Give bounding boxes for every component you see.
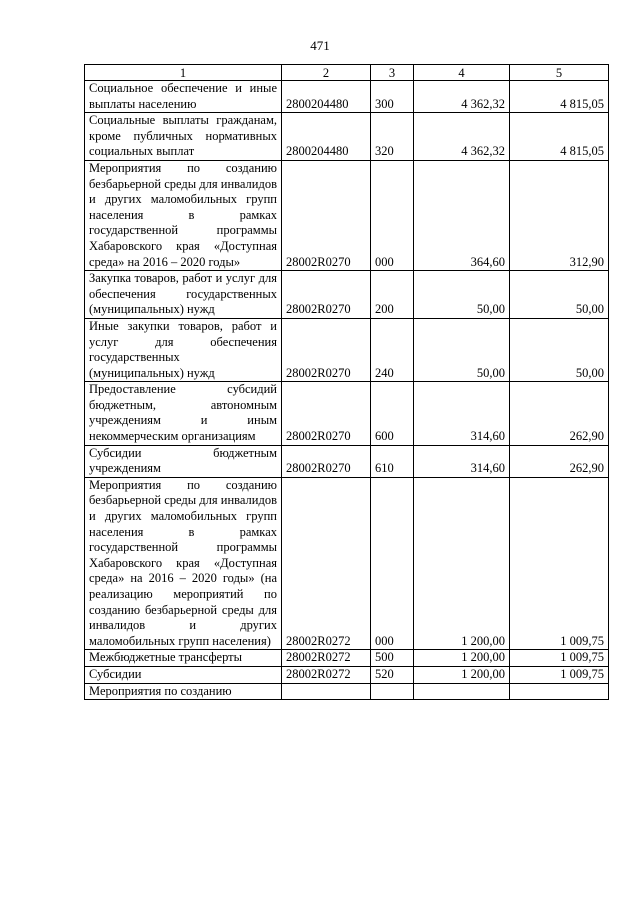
row-code — [282, 683, 371, 700]
row-value-1: 364,60 — [414, 160, 510, 270]
row-code: 28002R0270 — [282, 271, 371, 319]
row-value-2: 1 009,75 — [510, 650, 609, 667]
row-code: 28002R0270 — [282, 160, 371, 270]
row-type: 520 — [371, 666, 414, 683]
row-value-1: 4 362,32 — [414, 113, 510, 161]
row-type: 240 — [371, 318, 414, 381]
row-name: Социальные выплаты гражданам, кроме публичных нормативных социальных выплат — [85, 113, 282, 161]
row-type: 500 — [371, 650, 414, 667]
row-code: 28002R0270 — [282, 318, 371, 381]
row-code: 28002R0272 — [282, 650, 371, 667]
row-name: Межбюджетные трансферты — [85, 650, 282, 667]
header-cell-5: 5 — [510, 65, 609, 81]
row-code: 28002R0270 — [282, 445, 371, 477]
row-value-1: 1 200,00 — [414, 477, 510, 650]
table-row — [85, 160, 609, 270]
row-name: Субсидии бюджетным учреждениям — [85, 445, 282, 477]
row-name: Мероприятия по созданию безбарьерной среды для инвалидов и других маломобильных групп населения в рамках государственной программы Хабаровского края «Доступная среда» на 2016 – 2020 годы» — [85, 160, 282, 270]
row-value-2: 4 815,05 — [510, 113, 609, 161]
row-value-2: 262,90 — [510, 445, 609, 477]
row-value-1: 1 200,00 — [414, 650, 510, 667]
row-value-1: 314,60 — [414, 445, 510, 477]
row-value-1: 1 200,00 — [414, 666, 510, 683]
page-number: 471 — [310, 38, 330, 53]
row-value-1: 50,00 — [414, 318, 510, 381]
table-row — [85, 81, 609, 113]
row-type: 000 — [371, 160, 414, 270]
row-value-2: 312,90 — [510, 160, 609, 270]
row-code: 28002R0272 — [282, 666, 371, 683]
row-name: Закупка товаров, работ и услуг для обеспечения государственных (муниципальных) нужд — [85, 271, 282, 319]
row-type — [371, 683, 414, 700]
row-code: 28002R0272 — [282, 477, 371, 650]
table-row — [85, 113, 609, 161]
row-name: Субсидии — [85, 666, 282, 683]
table-row — [85, 477, 609, 650]
row-code: 2800204480 — [282, 81, 371, 113]
row-type: 300 — [371, 81, 414, 113]
table-row — [85, 382, 609, 445]
row-type: 610 — [371, 445, 414, 477]
row-type: 200 — [371, 271, 414, 319]
row-name: Мероприятия по созданию безбарьерной среды для инвалидов и других маломобильных групп населения в рамках государственной программы Хабаровского края «Доступная среда» на 2016 – 2020 годы» (на реализацию мероприятий по созданию безбарьерной среды для инвалидов и других маломобильных групп населения) — [85, 477, 282, 650]
row-value-2: 1 009,75 — [510, 477, 609, 650]
row-type: 320 — [371, 113, 414, 161]
header-cell-3: 3 — [371, 65, 414, 81]
table-row — [85, 650, 609, 667]
row-name: Иные закупки товаров, работ и услуг для обеспечения государственных (муниципальных) нужд — [85, 318, 282, 381]
table-row — [85, 271, 609, 319]
row-type: 600 — [371, 382, 414, 445]
table-row — [85, 445, 609, 477]
row-type: 000 — [371, 477, 414, 650]
row-value-1: 314,60 — [414, 382, 510, 445]
header-cell-1: 1 — [85, 65, 282, 81]
table-row — [85, 683, 609, 700]
row-code: 2800204480 — [282, 113, 371, 161]
header-cell-4: 4 — [414, 65, 510, 81]
row-value-2 — [510, 683, 609, 700]
table-header-row — [85, 65, 609, 81]
header-cell-2: 2 — [282, 65, 371, 81]
table-row — [85, 666, 609, 683]
row-value-2: 4 815,05 — [510, 81, 609, 113]
row-name: Социальное обеспечение и иные выплаты населению — [85, 81, 282, 113]
row-value-1: 50,00 — [414, 271, 510, 319]
row-name: Предоставление субсидий бюджетным, автономным учреждениям и иным некоммерческим организациям — [85, 382, 282, 445]
row-value-2: 1 009,75 — [510, 666, 609, 683]
row-value-2: 50,00 — [510, 318, 609, 381]
row-value-1: 4 362,32 — [414, 81, 510, 113]
row-value-2: 262,90 — [510, 382, 609, 445]
row-value-2: 50,00 — [510, 271, 609, 319]
budget-table — [84, 64, 609, 700]
row-value-1 — [414, 683, 510, 700]
row-name: Мероприятия по созданию — [85, 683, 282, 700]
row-code: 28002R0270 — [282, 382, 371, 445]
table-row — [85, 318, 609, 381]
